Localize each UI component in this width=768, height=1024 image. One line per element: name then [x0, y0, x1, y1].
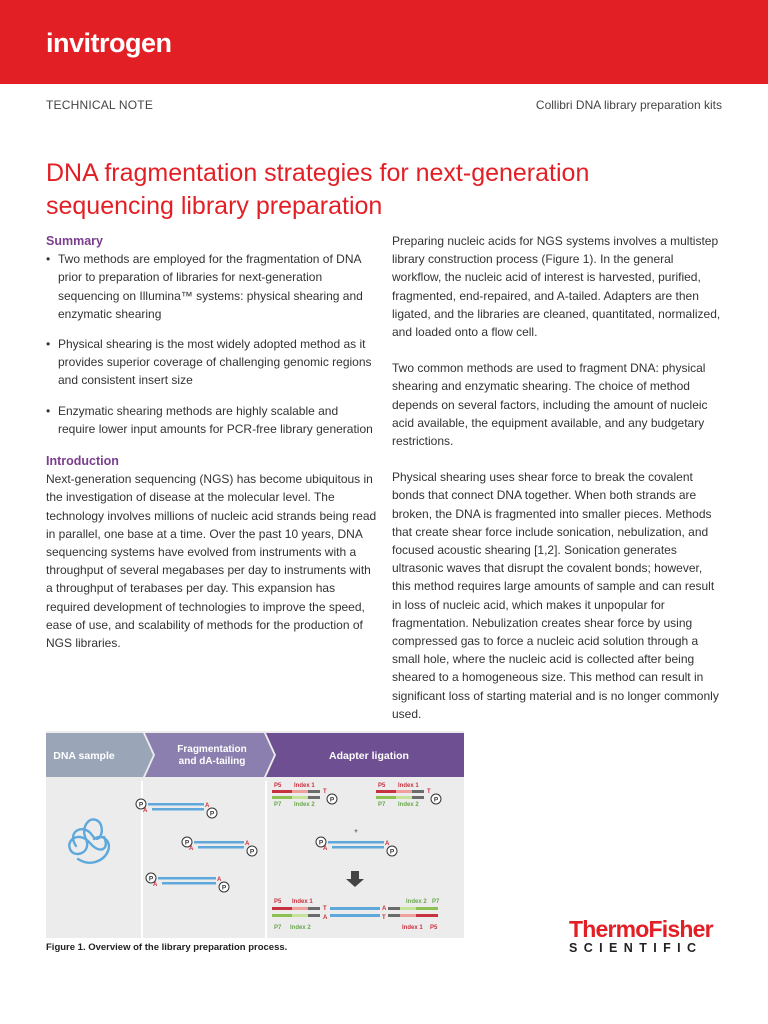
product-line-label: Collibri DNA library preparation kits	[535, 98, 722, 112]
final-gray-segment	[308, 907, 320, 910]
index2-label: Index 2	[294, 802, 315, 808]
thermofisher-wordmark: ThermoFisher	[569, 916, 713, 942]
final-p5-segment-bottom	[416, 914, 438, 917]
dna-strand-bottom	[152, 808, 204, 811]
workflow-diagram	[46, 731, 464, 938]
a-tail-label: A	[143, 808, 148, 814]
phosphate-label: P	[389, 848, 395, 856]
tangled-dna-icon	[69, 819, 109, 862]
p7-label: P7	[274, 925, 282, 931]
t-overhang-label: T	[323, 789, 327, 795]
phosphate-label: P	[184, 839, 190, 847]
right-column	[392, 232, 722, 741]
final-p7-segment-bottom	[272, 914, 292, 917]
final-index1-segment-bottom	[400, 914, 416, 917]
step-label-adapter-ligation: Adapter ligation	[329, 750, 409, 762]
final-gray-segment	[388, 907, 400, 910]
final-insert-top	[330, 907, 380, 910]
index1-label: Index 1	[402, 925, 423, 931]
body-paragraph: Physical shearing uses shear force to break the covalent bonds that connect DNA together. When both strands are broken, the DNA is fragmented into smaller pieces. Methods that create shear force include sonication, nebulization, and focused acoustic shearing [1,2]. Sonication generates ultrasonic waves that disrupt the covalent bonds; however, this method requires large amounts of sample and can result in loss of nucleic acid, which makes it unpopular for fragmentation. Nebulization creates shear force by using compressed gas to force a nucleic acid solution through a small hole, where the nucleic acid is collected after being sheared to a homogeneous size. This method can result in significant loss of starting material and is no longer commonly used.	[392, 470, 719, 721]
summary-bullet: • Two methods are employed for the fragmentation of DNA prior to preparation of libraries for next-generation sequencing on Illumina™ systems: physical shearing and enzymatic shearing	[46, 252, 363, 321]
summary-bullet: • Physical shearing is the most widely adopted method as it provides superior coverage of challenging genomic regions and consistent insert size	[46, 337, 372, 388]
index2-label: Index 2	[290, 925, 311, 931]
phosphate-label: P	[318, 839, 324, 847]
adapter-gray-segment	[308, 796, 320, 799]
index2-label: Index 2	[406, 899, 427, 905]
phosphate-label: P	[148, 875, 154, 883]
down-arrow-icon	[346, 871, 364, 887]
final-index1-segment	[292, 907, 308, 910]
final-insert-bottom	[330, 914, 380, 917]
final-p5-segment	[272, 907, 292, 910]
thermofisher-logo	[569, 916, 713, 955]
a-tail-label: A	[217, 877, 222, 883]
final-gray-segment	[388, 914, 400, 917]
a-tail-label: A	[153, 882, 158, 888]
adapter-index2-segment	[292, 796, 308, 799]
a-tail-label: A	[245, 841, 250, 847]
adapter-index1-segment	[396, 790, 412, 793]
document-type-label: TECHNICAL NOTE	[46, 98, 154, 112]
page-title: DNA fragmentation strategies for next-generation sequencing library preparation	[46, 158, 590, 220]
index1-label: Index 1	[398, 783, 419, 789]
ligation-strands	[272, 783, 441, 931]
index2-label: Index 2	[398, 802, 419, 808]
p7-label: P7	[432, 899, 440, 905]
p5-label: P5	[378, 783, 386, 789]
a-tail-label: A	[323, 846, 328, 852]
a-tail-label: A	[323, 915, 328, 921]
step-label-fragmentation-2: and dA-tailing	[178, 756, 246, 767]
a-tail-label: A	[382, 906, 387, 912]
adapter-p5-segment	[376, 790, 396, 793]
invitrogen-logo: invitrogen	[46, 28, 172, 58]
phosphate-label: P	[209, 810, 215, 818]
adapter-index1-segment	[292, 790, 308, 793]
brand-header-band	[0, 0, 768, 84]
summary-bullet: • Enzymatic shearing methods are highly scalable and require lower input amounts for PCR-free library generation	[46, 403, 373, 436]
adapter-gray-segment	[412, 796, 424, 799]
plus-sign: +	[354, 829, 358, 835]
dna-strand-top	[158, 877, 216, 880]
final-p7-segment	[416, 907, 438, 910]
body-paragraph: Two common methods are used to fragment DNA: physical shearing and enzymatic shearing. The choice of method depends on several factors, including the amount of nucleic acid available, the equipment available, and any budgetary restrictions.	[392, 361, 708, 449]
figure-caption: Figure 1. Overview of the library preparation process.	[46, 942, 288, 953]
introduction-heading: Introduction	[46, 454, 119, 469]
final-index2-segment	[400, 907, 416, 910]
step-label-fragmentation-1: Fragmentation	[177, 744, 247, 755]
a-tail-label: A	[189, 846, 194, 852]
phosphate-label: P	[138, 801, 144, 809]
a-tail-label: A	[385, 841, 390, 847]
p5-label: P5	[274, 899, 282, 905]
p7-label: P7	[378, 802, 386, 808]
step-label-dna-sample: DNA sample	[53, 750, 115, 762]
final-gray-segment	[308, 914, 320, 917]
scientific-wordmark: SCIENTIFIC	[569, 941, 703, 955]
index1-label: Index 1	[294, 783, 315, 789]
p5-label: P5	[274, 783, 282, 789]
adapter-p7-segment	[272, 796, 292, 799]
t-overhang-label: T	[323, 906, 327, 912]
dna-strand-top	[194, 841, 244, 844]
adapter-gray-segment	[412, 790, 424, 793]
t-overhang-label: T	[427, 789, 431, 795]
p5-label: P5	[430, 925, 438, 931]
introduction-paragraph: Next-generation sequencing (NGS) has become ubiquitous in the investigation of disease at the molecular level. The technology involves millions of nucleic acid strands being read in parallel, one base at a time. Over the past 10 years, DNA sequencing systems have evolved from instruments with a throughput of several megabases per day to instruments with a throughput of terabases per day. This expansion has required development of technologies to improve the speed, ease of use, and scalability of methods for the production of NGS libraries.	[46, 472, 377, 651]
final-index2-segment-bottom	[292, 914, 308, 917]
dna-strand-top	[328, 841, 384, 844]
t-overhang-label: T	[382, 915, 386, 921]
dna-strand-bottom	[198, 846, 244, 849]
dna-strand-top	[148, 803, 204, 806]
step-arrow-fragmentation	[145, 733, 274, 777]
adapter-index2-segment	[396, 796, 412, 799]
adapter-p5-segment	[272, 790, 292, 793]
adapter-gray-segment	[308, 790, 320, 793]
dna-strand-bottom	[162, 882, 216, 885]
fragment-strands	[136, 799, 257, 892]
a-tail-label: A	[205, 803, 210, 809]
dna-strand-bottom	[332, 846, 384, 849]
left-column	[46, 232, 378, 670]
summary-heading: Summary	[46, 234, 103, 248]
phosphate-label: P	[329, 796, 335, 804]
adapter-p7-segment	[376, 796, 396, 799]
p7-label: P7	[274, 802, 282, 808]
phosphate-label: P	[433, 796, 439, 804]
phosphate-label: P	[221, 884, 227, 892]
figure-library-prep-overview	[46, 731, 464, 938]
index1-label: Index 1	[292, 899, 313, 905]
body-paragraph: Preparing nucleic acids for NGS systems involves a multistep library construction process (Figure 1). In the general workflow, the nucleic acid of interest is harvested, purified, fragmented, end-repaired, and A-tailed. Adapters are then ligated, and the libraries are cleaned, quantitated, normalized, and loaded onto a flow cell.	[392, 234, 721, 340]
phosphate-label: P	[249, 848, 255, 856]
